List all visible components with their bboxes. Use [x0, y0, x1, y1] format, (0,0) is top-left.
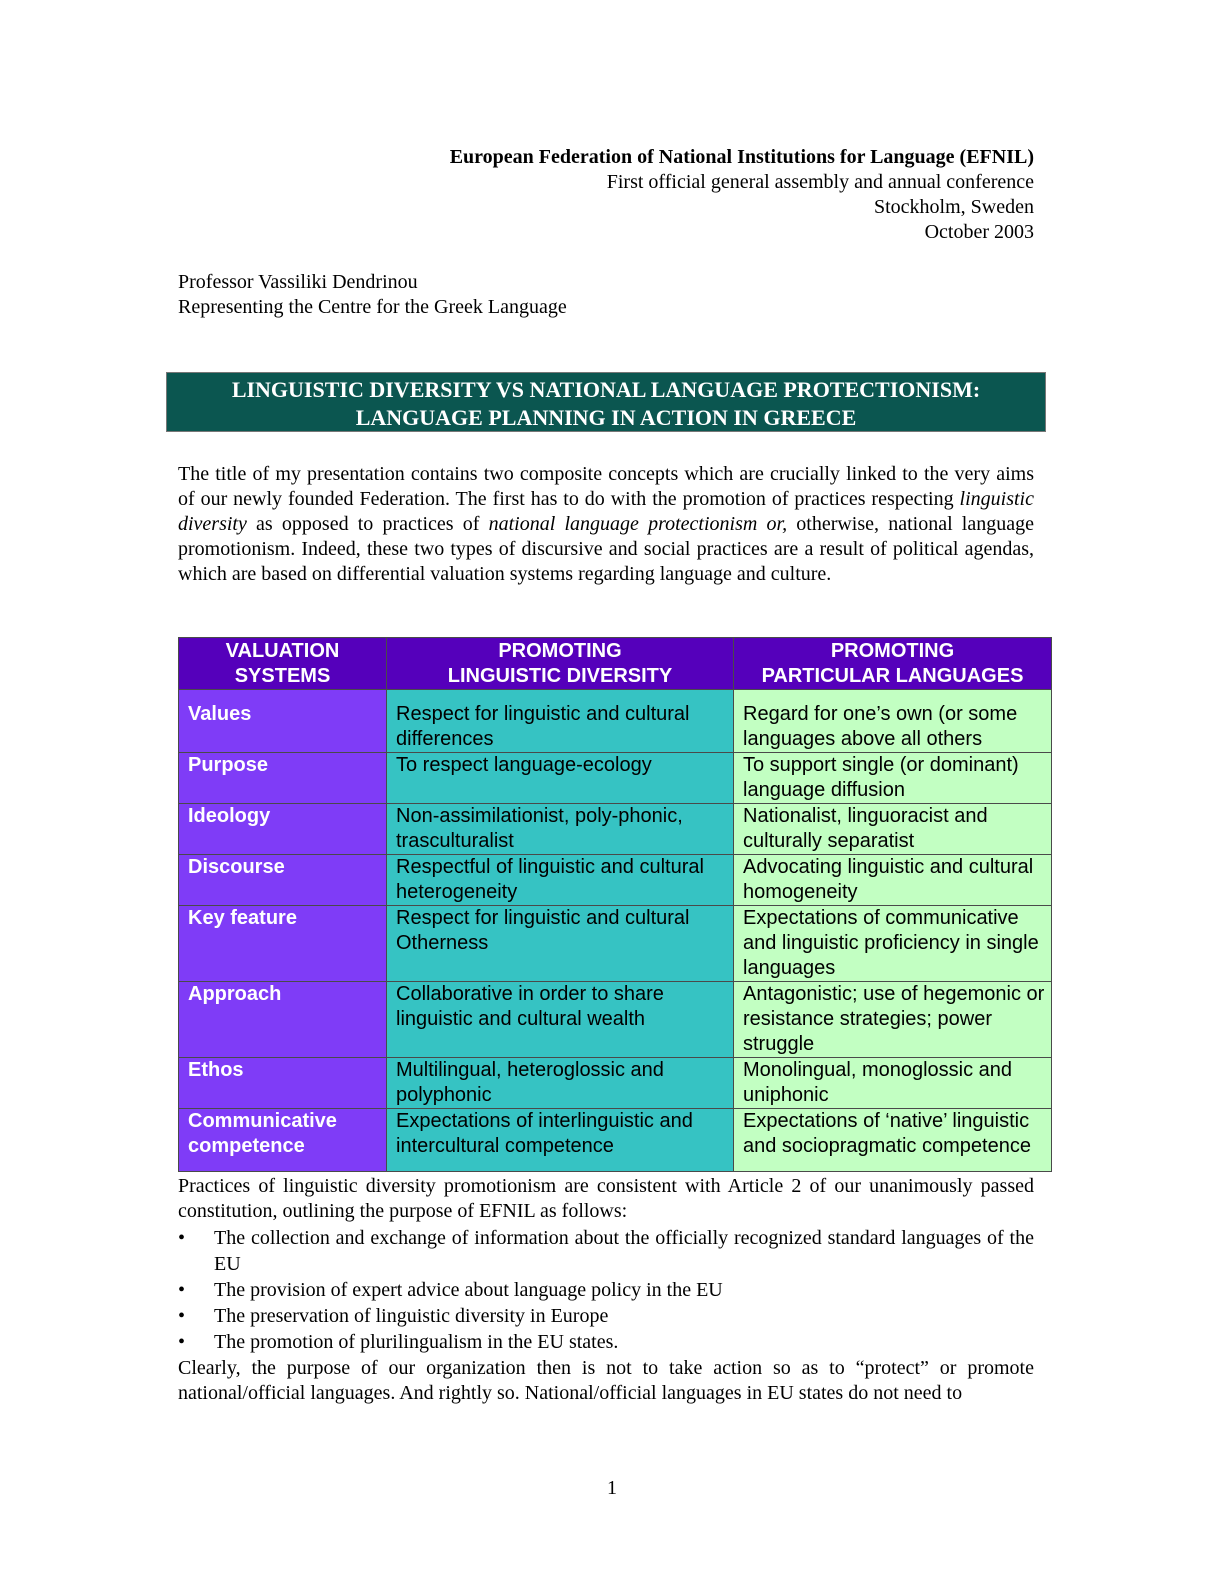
particular-cell: Monolingual, monoglossic and uniphonic — [734, 1058, 1052, 1109]
diversity-cell: Collaborative in order to share linguistic and cultural wealth — [387, 982, 734, 1058]
list-item-text: The collection and exchange of information about the officially recognized standard languages of the EU — [214, 1227, 1034, 1275]
closing-paragraph: Clearly, the purpose of our organization then is not to take action so as to “protect” or promote national/official languages. And rightly so. National/official languages in EU states do not need to — [178, 1357, 1034, 1404]
bullet-icon: • — [178, 1279, 186, 1301]
list-item — [178, 1329, 1034, 1355]
header-cell-line: PROMOTING — [830, 639, 955, 662]
header-cell-line: SYSTEMS — [234, 664, 331, 687]
particular-cell: Nationalist, linguoracist and culturally separatist — [734, 804, 1052, 855]
intro-text-2: as opposed to practices of — [246, 513, 489, 535]
diversity-cell: Expectations of interlinguistic and intercultural competence — [387, 1109, 734, 1172]
intro-emphasis-2: national language protectionism or, — [488, 513, 788, 535]
diversity-cell: Multilingual, heteroglossic and polyphonic — [387, 1058, 734, 1109]
intro-emphasis-1: linguistic diversity — [178, 488, 1034, 535]
author-affiliation: Representing the Centre for the Greek Language — [178, 296, 567, 318]
bullet-icon: • — [178, 1331, 186, 1353]
row-label: Discourse — [179, 855, 387, 906]
table-row — [179, 804, 1052, 855]
header-valuation-systems — [179, 638, 387, 690]
row-label: Approach — [179, 982, 387, 1058]
row-label: Ethos — [179, 1058, 387, 1109]
particular-cell: Advocating linguistic and cultural homogeneity — [734, 855, 1052, 906]
event-location: Stockholm, Sweden — [874, 196, 1034, 218]
page-number: 1 — [607, 1477, 617, 1499]
valuation-table — [178, 637, 1052, 1172]
list-item — [178, 1303, 1034, 1329]
diversity-cell: Respect for linguistic and cultural Otherness — [387, 906, 734, 982]
row-label: Key feature — [179, 906, 387, 982]
particular-cell: Antagonistic; use of hegemonic or resistance strategies; power struggle — [734, 982, 1052, 1058]
header-promoting-diversity — [387, 638, 734, 690]
bullet-icon: • — [178, 1305, 186, 1327]
header-promoting-particular — [734, 638, 1052, 690]
list-item-text: The preservation of linguistic diversity in Europe — [214, 1305, 609, 1327]
conference-header — [450, 145, 1034, 245]
particular-cell: Expectations of communicative and linguistic proficiency in single languages — [734, 906, 1052, 982]
table-header-row — [179, 638, 1052, 690]
author-name: Professor Vassiliki Dendrinou — [178, 271, 418, 293]
table-row — [179, 906, 1052, 982]
intro-paragraph — [178, 462, 1034, 587]
table-row — [179, 855, 1052, 906]
table-row — [179, 982, 1052, 1058]
event-date: October 2003 — [924, 221, 1034, 243]
header-cell-line: VALUATION — [225, 639, 340, 662]
diversity-cell: Non-assimilationist, poly-phonic, trasculturalist — [387, 804, 734, 855]
document-title — [166, 372, 1046, 432]
header-cell-line: PARTICULAR LANGUAGES — [761, 664, 1024, 687]
list-item — [178, 1225, 1034, 1277]
diversity-cell: To respect language-ecology — [387, 753, 734, 804]
particular-cell: Expectations of ‘native’ linguistic and sociopragmatic competence — [734, 1109, 1052, 1172]
title-line-1: LINGUISTIC DIVERSITY VS NATIONAL LANGUAGE PROTECTIONISM: — [231, 377, 981, 402]
row-label: Ideology — [179, 804, 387, 855]
intro-text-1: The title of my presentation contains two composite concepts which are crucially linked to the very aims of our newly founded Federation. The first has to do with the promotion of practices respecting — [178, 463, 1034, 510]
table-row — [179, 1109, 1052, 1172]
row-label: Communicative competence — [179, 1109, 387, 1172]
row-label: Values — [179, 690, 387, 753]
row-label: Purpose — [179, 753, 387, 804]
particular-cell: Regard for one’s own (or some languages above all others — [734, 690, 1052, 753]
efnil-purpose-list — [178, 1225, 1034, 1355]
header-cell-line: LINGUISTIC DIVERSITY — [447, 664, 673, 687]
author-block — [178, 270, 567, 320]
diversity-cell: Respectful of linguistic and cultural heterogeneity — [387, 855, 734, 906]
table-row — [179, 690, 1052, 753]
organization-name: European Federation of National Institutions for Language (EFNIL) — [449, 146, 1034, 168]
list-item-text: The provision of expert advice about language policy in the EU — [214, 1279, 723, 1301]
bullet-icon: • — [178, 1227, 186, 1249]
table-row — [179, 753, 1052, 804]
practices-paragraph: Practices of linguistic diversity promotionism are consistent with Article 2 of our unanimously passed constitution, outlining the purpose of EFNIL as follows: — [178, 1175, 1034, 1222]
table-row — [179, 1058, 1052, 1109]
title-line-2: LANGUAGE PLANNING IN ACTION IN GREECE — [355, 405, 857, 430]
list-item — [178, 1277, 1034, 1303]
intro-text-3: otherwise, national language promotionism. Indeed, these two types of discursive and social practices are a result of political agendas, which are based on differential valuation systems regarding language and culture. — [178, 513, 1034, 585]
particular-cell: To support single (or dominant) language diffusion — [734, 753, 1052, 804]
event-name: First official general assembly and annual conference — [606, 171, 1034, 193]
list-item-text: The promotion of plurilingualism in the EU states. — [214, 1331, 619, 1353]
header-cell-line: PROMOTING — [498, 639, 622, 662]
diversity-cell: Respect for linguistic and cultural differences — [387, 690, 734, 753]
